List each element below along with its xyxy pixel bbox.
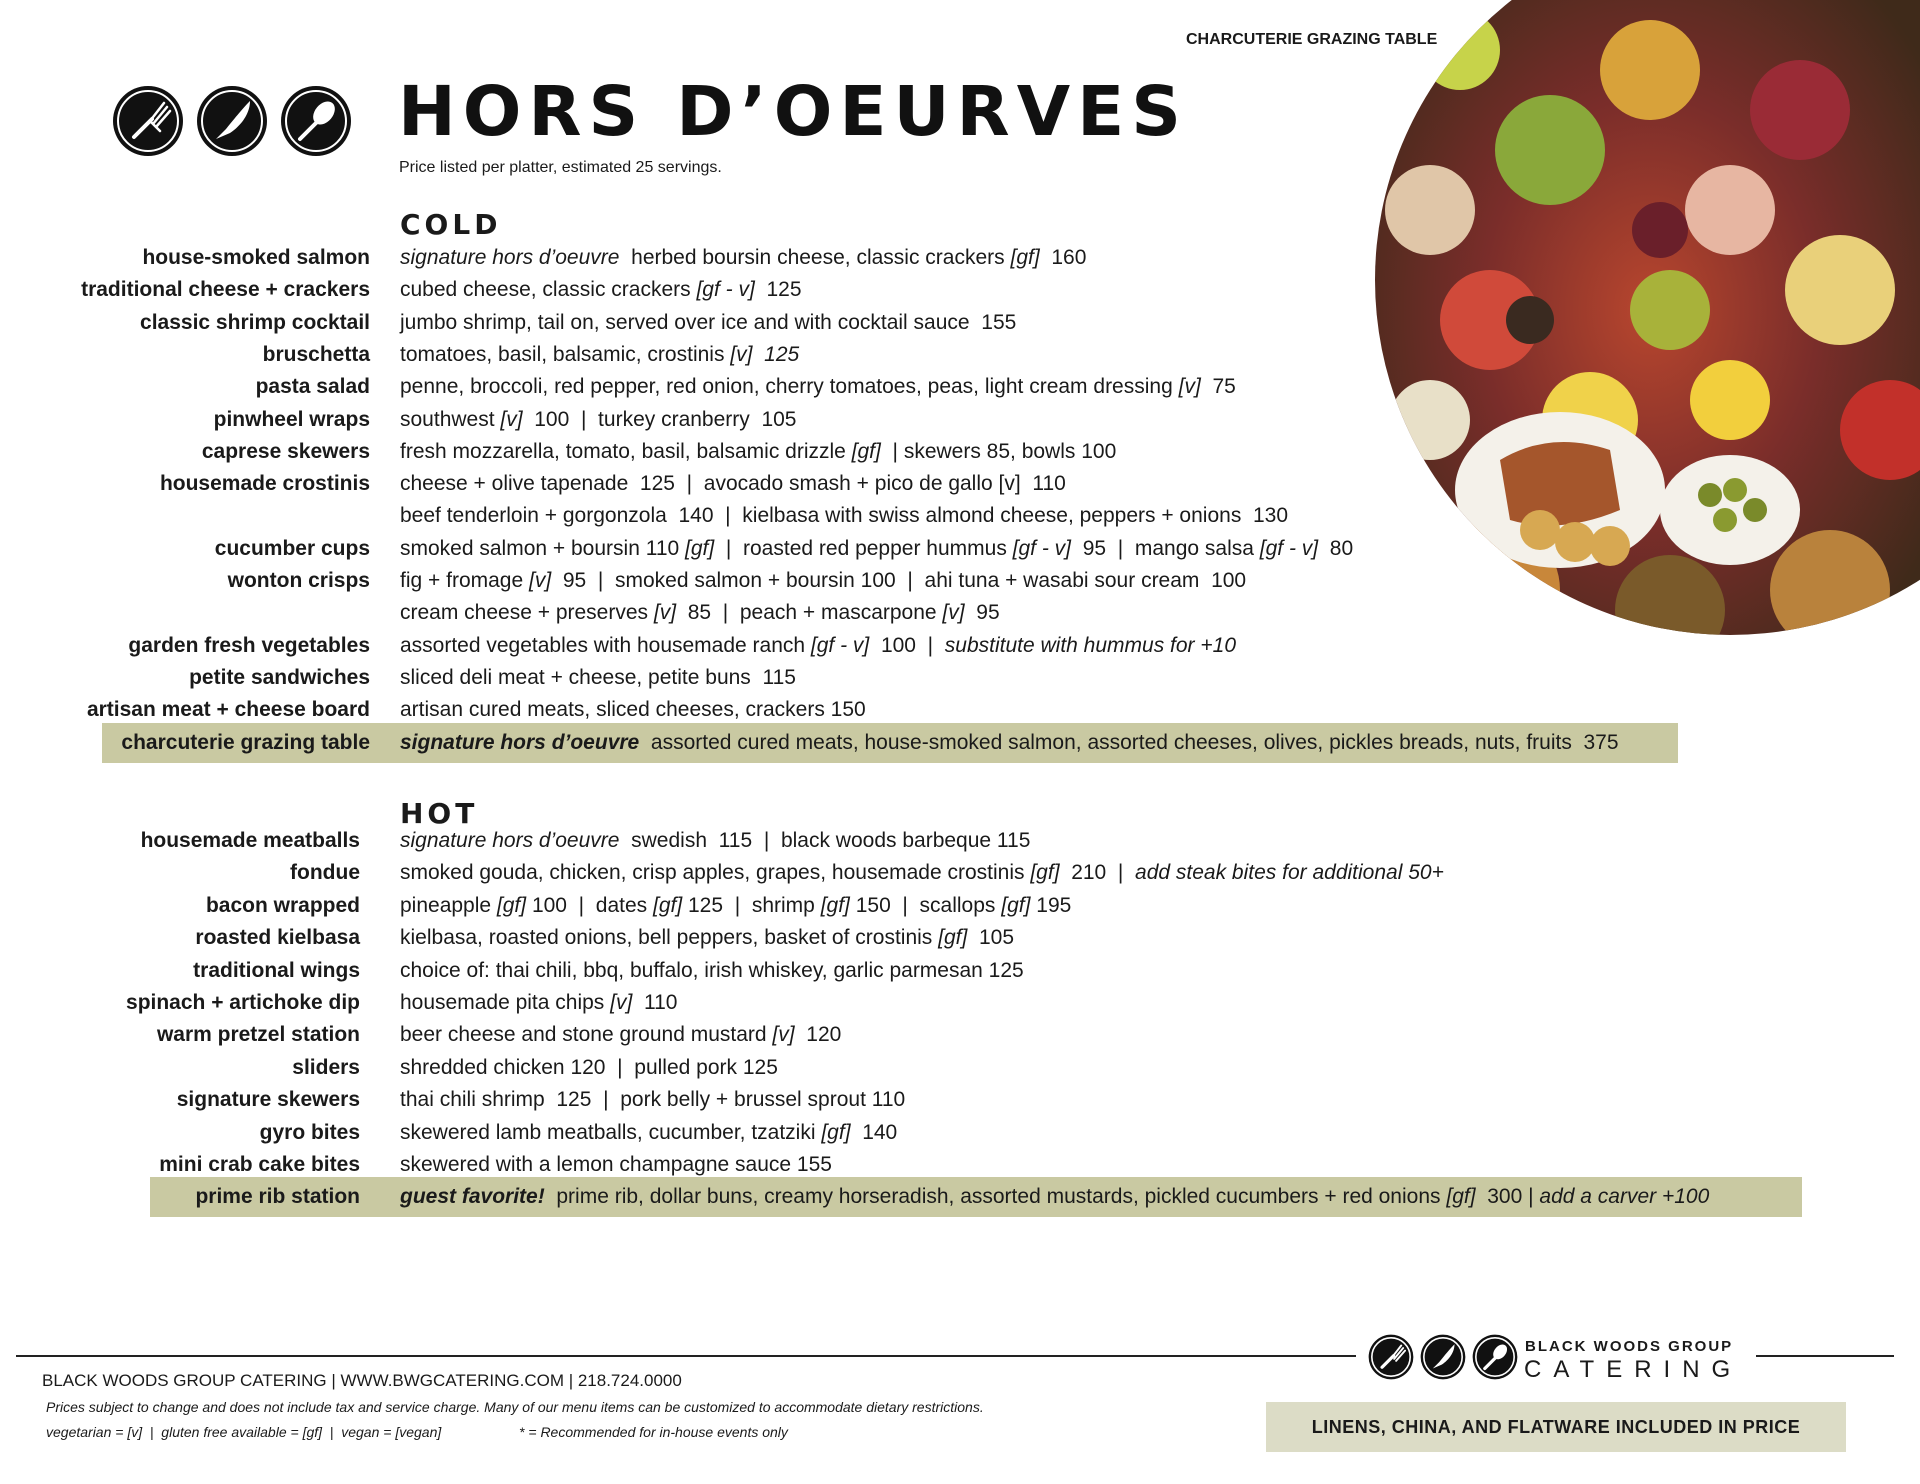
description-segment: swedish 115 | black woods barbeque 115 <box>619 829 1031 852</box>
menu-item-name: pasta salad <box>255 375 370 399</box>
description-segment: [gf] <box>1446 1185 1476 1209</box>
menu-item-description <box>400 1088 905 1112</box>
menu-item-name: roasted kielbasa <box>195 926 360 950</box>
footer-brand-catering: CATERING <box>1524 1356 1743 1383</box>
description-segment: [gf] <box>821 1120 851 1144</box>
description-segment: [gf] <box>820 893 850 917</box>
menu-item-description <box>400 278 802 302</box>
description-segment: 210 | <box>1059 861 1136 885</box>
description-segment: 150 | scallops <box>849 893 1002 917</box>
description-segment: signature hors d’oeuvre <box>400 829 620 852</box>
description-segment: [gf] <box>652 893 683 917</box>
menu-row <box>0 565 1920 597</box>
menu-item-description <box>400 926 1014 950</box>
description-segment: add steak bites for additional 50+ <box>1135 861 1444 885</box>
description-segment: [gf] <box>1030 861 1060 885</box>
menu-item-name: prime rib station <box>195 1185 360 1209</box>
description-segment: 95 | mango salsa <box>1071 536 1260 560</box>
description-segment: 105 <box>967 926 1015 950</box>
menu-item-name: traditional wings <box>193 958 360 982</box>
menu-item-description <box>400 472 1066 496</box>
menu-item-description <box>400 408 797 432</box>
description-segment: penne, broccoli, red pepper, red onion, cherry tomatoes, peas, light cream dressing <box>400 375 1179 399</box>
description-segment: sliced deli meat + cheese, petite buns 115 <box>400 665 796 689</box>
description-segment: jumbo shrimp, tail on, served over ice and with cocktail sauce 155 <box>400 310 1017 334</box>
menu-row <box>0 468 1920 500</box>
menu-row <box>0 371 1920 403</box>
footer-divider-left <box>16 1355 1356 1357</box>
description-segment: [gf - v] <box>810 633 870 657</box>
menu-item-description <box>400 537 1353 561</box>
description-segment: [v] <box>653 601 677 625</box>
menu-item-name: fondue <box>290 861 360 885</box>
page-title: HORS D’OEURVES <box>398 72 1188 152</box>
description-segment: artisan cured meats, sliced cheeses, crackers 150 <box>400 698 866 722</box>
description-segment: herbed boursin cheese, classic crackers <box>619 246 1011 269</box>
menu-row <box>0 727 1920 759</box>
menu-item-description <box>400 991 677 1015</box>
description-segment: 100 | turkey cranberry 105 <box>522 407 797 431</box>
knife-icon <box>1420 1334 1466 1380</box>
footer-divider-right <box>1756 1355 1894 1357</box>
menu-item-name: signature skewers <box>176 1088 360 1112</box>
menu-item-name: classic shrimp cocktail <box>140 310 370 334</box>
menu-item-name: housemade crostinis <box>159 472 370 496</box>
menu-row <box>0 694 1920 726</box>
menu-item-name: garden fresh vegetables <box>128 633 370 657</box>
menu-row <box>0 274 1920 306</box>
description-segment: cheese + olive tapenade 125 | avocado smash + pico de gallo [v] 110 <box>400 472 1066 496</box>
description-segment: thai chili shrimp 125 | pork belly + brussel sprout 110 <box>400 1088 906 1112</box>
description-segment: 195 <box>1030 893 1072 917</box>
menu-row <box>0 1117 1920 1149</box>
menu-row <box>0 1149 1920 1181</box>
menu-row <box>0 436 1920 468</box>
description-segment: 100 | <box>869 633 945 657</box>
menu-item-description <box>400 440 1116 464</box>
menu-item-name: petite sandwiches <box>189 665 370 689</box>
menu-item-description <box>400 504 1288 528</box>
description-segment: 80 <box>1318 536 1354 560</box>
menu-item-description <box>400 601 1000 625</box>
description-segment: 300 | <box>1475 1185 1540 1209</box>
description-segment: | skewers 85, bowls 100 <box>880 439 1117 463</box>
menu-row <box>0 987 1920 1019</box>
description-segment: 95 | smoked salmon + boursin 100 | ahi tuna + wasabi sour cream 100 <box>551 569 1247 592</box>
menu-item-name: pinwheel wraps <box>213 407 370 431</box>
menu-row <box>0 1019 1920 1051</box>
menu-item-description <box>400 698 866 722</box>
description-segment: [gf] <box>1010 246 1040 269</box>
spoon-icon <box>1472 1334 1518 1380</box>
description-segment: [v] <box>772 1023 795 1047</box>
menu-item-name: mini crab cake bites <box>159 1153 360 1176</box>
description-segment: | roasted red pepper hummus <box>714 536 1013 560</box>
fork-icon <box>1368 1334 1414 1380</box>
menu-item-description <box>400 731 1619 755</box>
footer-logo-icons <box>1368 1334 1518 1380</box>
description-segment: tomatoes, basil, balsamic, crostinis <box>400 342 731 366</box>
menu-item-name: gyro bites <box>259 1120 360 1144</box>
description-segment: 140 <box>850 1120 898 1144</box>
menu-item-name: housemade meatballs <box>140 829 360 852</box>
description-segment: assorted cured meats, house-smoked salmon, assorted cheeses, olives, pickles breads, nuts, fruits 375 <box>639 730 1619 754</box>
description-segment: 110 <box>632 991 678 1014</box>
description-segment: smoked salmon + boursin 110 <box>400 536 686 560</box>
menu-item-description <box>400 1056 778 1080</box>
menu-item-description <box>400 1023 841 1047</box>
menu-row <box>0 307 1920 339</box>
description-segment: [gf] <box>851 439 881 463</box>
cold-section-title: COLD <box>400 208 502 241</box>
menu-row <box>0 1181 1920 1213</box>
menu-item-description <box>400 1121 897 1145</box>
description-segment: 75 <box>1200 375 1236 399</box>
description-segment: 95 <box>964 601 1000 625</box>
description-segment: pineapple <box>400 893 497 917</box>
footer-legend: vegetarian = [v] | gluten free available = [gf] | vegan = [vegan] * = Recommended for in-house events only <box>46 1424 788 1440</box>
description-segment: 120 <box>794 1023 842 1047</box>
fork-icon <box>112 85 184 157</box>
menu-row <box>0 339 1920 371</box>
menu-row <box>0 242 1920 274</box>
menu-item-description <box>400 1153 832 1177</box>
menu-item-name: traditional cheese + crackers <box>81 278 370 302</box>
footer-contact: BLACK WOODS GROUP CATERING | WWW.BWGCATERING.COM | 218.724.0000 <box>42 1371 682 1390</box>
description-segment: [v] <box>528 569 552 592</box>
description-segment: fresh mozzarella, tomato, basil, balsamic drizzle <box>400 439 852 463</box>
description-segment: prime rib, dollar buns, creamy horseradish, assorted mustards, pickled cucumbers + red onions <box>544 1185 1447 1209</box>
description-segment: assorted vegetables with housemade ranch <box>400 633 811 657</box>
menu-item-description <box>400 375 1236 399</box>
description-segment: beer cheese and stone ground mustard <box>400 1023 773 1047</box>
description-segment: signature hors d’oeuvre <box>400 246 620 269</box>
description-segment: skewered with a lemon champagne sauce 155 <box>400 1153 832 1176</box>
menu-item-description <box>400 569 1246 593</box>
knife-icon <box>196 85 268 157</box>
menu-item-description <box>400 311 1016 335</box>
menu-item-name: charcuterie grazing table <box>121 730 370 754</box>
description-segment: signature hors d’oeuvre <box>400 730 640 754</box>
footer-brand-name: BLACK WOODS GROUP <box>1525 1338 1734 1355</box>
menu-item-name: wonton crisps <box>227 569 370 592</box>
menu-item-description <box>400 861 1444 885</box>
description-segment: beef tenderloin + gorgonzola 140 | kielbasa with swiss almond cheese, peppers + onions 130 <box>400 504 1289 528</box>
footer-note: Prices subject to change and does not include tax and service charge. Many of our menu items can be customized to accommodate dietary restrictions. <box>46 1399 984 1415</box>
menu-row <box>0 825 1920 857</box>
menu-item-name: artisan meat + cheese board <box>86 698 370 722</box>
description-segment: [gf] <box>685 536 715 560</box>
menu-row <box>0 500 1920 532</box>
description-segment: 100 | dates <box>526 893 653 917</box>
menu-row <box>0 922 1920 954</box>
menu-item-description <box>400 829 1030 853</box>
menu-item-name: cucumber cups <box>214 536 370 560</box>
menu-row <box>0 630 1920 662</box>
description-segment: smoked gouda, chicken, crisp apples, grapes, housemade crostinis <box>400 861 1031 885</box>
menu-row <box>0 955 1920 987</box>
description-segment: [gf] <box>1001 893 1031 917</box>
menu-row <box>0 597 1920 629</box>
menu-row <box>0 533 1920 565</box>
description-segment: [gf - v] <box>1259 536 1319 560</box>
page-subtitle: Price listed per platter, estimated 25 servings. <box>399 159 722 176</box>
menu-row <box>0 890 1920 922</box>
description-segment: substitute with hummus for +10 <box>944 633 1237 657</box>
menu-row <box>0 662 1920 694</box>
menu-item-name: warm pretzel station <box>156 1023 360 1047</box>
menu-item-description <box>400 343 799 367</box>
menu-row <box>0 404 1920 436</box>
menu-item-description <box>400 246 1086 270</box>
description-segment: kielbasa, roasted onions, bell peppers, basket of crostinis <box>400 926 939 950</box>
description-segment: skewered lamb meatballs, cucumber, tzatziki <box>400 1120 822 1144</box>
header-utensil-icons <box>112 85 352 157</box>
spoon-icon <box>280 85 352 157</box>
menu-row <box>0 857 1920 889</box>
description-segment: [v] <box>1178 375 1201 399</box>
menu-item-description <box>400 959 1024 983</box>
description-segment: [v] 125 <box>730 342 800 366</box>
menu-item-name: sliders <box>292 1055 360 1079</box>
description-segment: 125 <box>754 278 802 302</box>
menu-item-description <box>400 666 796 690</box>
menu-row <box>0 1084 1920 1116</box>
hot-section-title: HOT <box>400 797 479 830</box>
description-segment: 125 | shrimp <box>682 893 821 917</box>
description-segment: [gf] <box>938 926 968 950</box>
menu-item-description <box>400 894 1071 918</box>
description-segment: fig + fromage <box>400 569 529 592</box>
description-segment: [gf - v] <box>1012 536 1072 560</box>
description-segment: guest favorite! <box>400 1185 545 1209</box>
description-segment: [v] <box>942 601 965 625</box>
menu-item-description <box>400 1185 1709 1209</box>
description-segment: shredded chicken 120 | pulled pork 125 <box>400 1055 778 1079</box>
photo-caption: CHARCUTERIE GRAZING TABLE <box>1186 31 1438 48</box>
menu-item-name: house-smoked salmon <box>142 246 370 269</box>
description-segment: cream cheese + preserves <box>400 601 654 625</box>
description-segment: housemade pita chips <box>400 991 611 1014</box>
description-segment: cubed cheese, classic crackers <box>400 278 697 302</box>
menu-item-name: spinach + artichoke dip <box>126 991 360 1014</box>
description-segment: 160 <box>1039 246 1087 269</box>
description-segment: 85 | peach + mascarpone <box>676 601 943 625</box>
description-segment: [v] <box>610 991 633 1014</box>
description-segment: add a carver +100 <box>1539 1185 1710 1209</box>
description-segment: southwest <box>400 407 501 431</box>
menu-item-name: bacon wrapped <box>205 893 360 917</box>
description-segment: [gf] <box>496 893 527 917</box>
menu-item-name: bruschetta <box>262 342 370 366</box>
included-banner: LINENS, CHINA, AND FLATWARE INCLUDED IN PRICE <box>1266 1402 1846 1452</box>
description-segment: choice of: thai chili, bbq, buffalo, irish whiskey, garlic parmesan 125 <box>400 958 1024 982</box>
description-segment: [v] <box>500 407 523 431</box>
menu-row <box>0 1052 1920 1084</box>
menu-item-name: caprese skewers <box>201 439 370 463</box>
description-segment: [gf - v] <box>696 278 755 302</box>
menu-item-description <box>400 634 1236 658</box>
